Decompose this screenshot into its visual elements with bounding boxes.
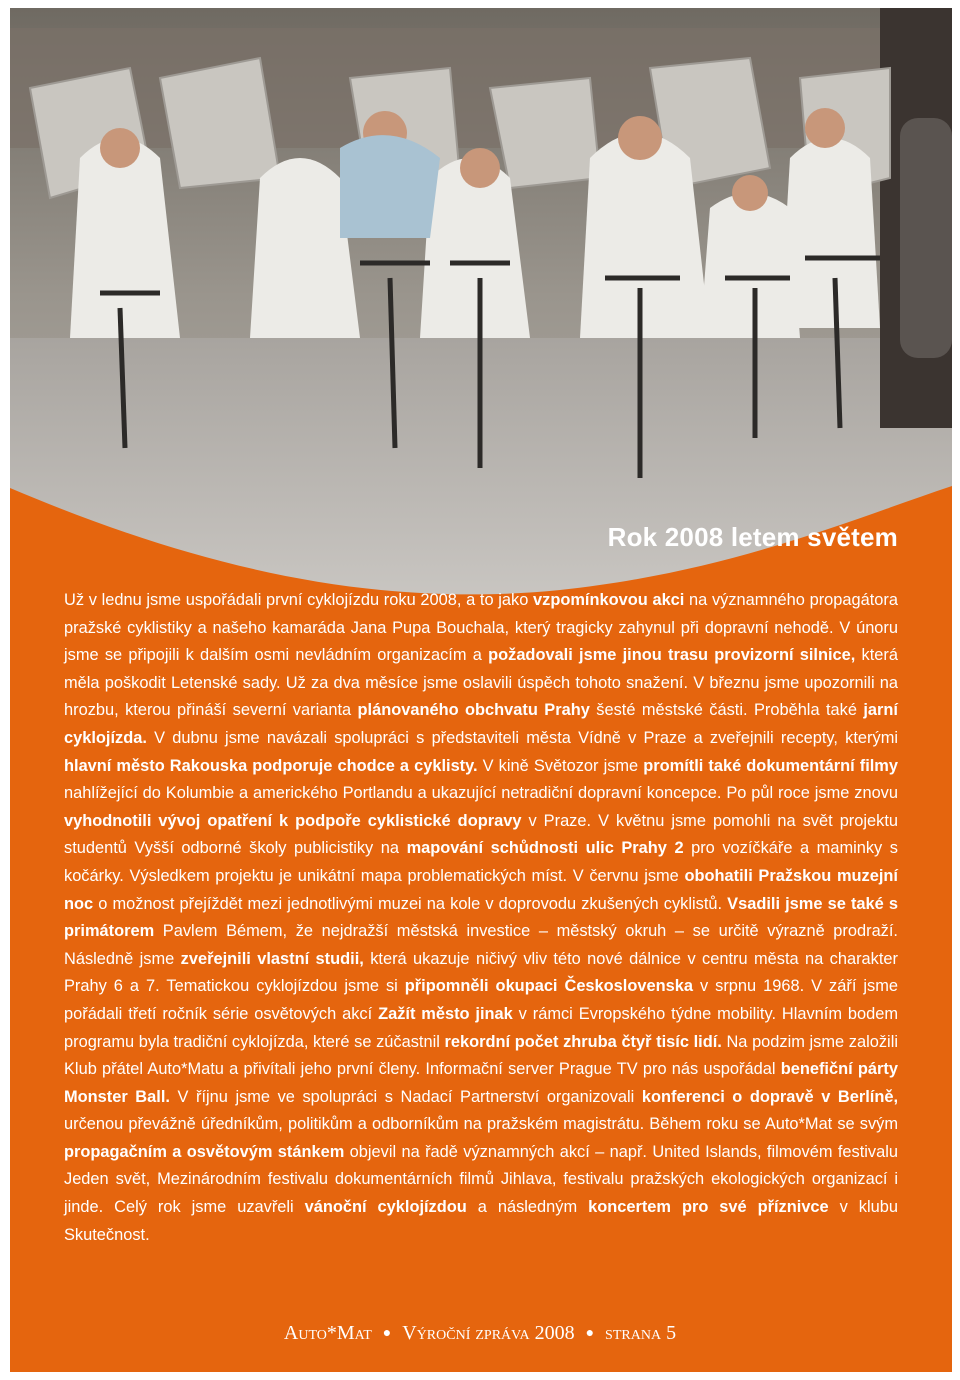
- bold-text-run: vánoční cyklojízdou: [304, 1198, 467, 1217]
- text-run: V dubnu jsme navázali spolupráci s představiteli města Vídně v Praze a zveřejnili recepty, kterými: [146, 728, 898, 747]
- text-run: a následným: [466, 1198, 589, 1217]
- text-run: v Praze. V květnu jsme pomohli na svět projektu studentů Vyšší odborné školy publicistiky na: [64, 811, 898, 858]
- footer-page-number: 5: [666, 1322, 677, 1344]
- bold-text-run: obohatili Pražskou muzejní noc: [64, 866, 898, 913]
- bold-text-run: Zažít město jinak: [378, 1004, 513, 1023]
- bold-text-run: Vsadili jsme se také s primátorem: [64, 894, 898, 941]
- bold-text-run: rekordní počet zhruba čtyř tisíc lidí.: [444, 1032, 722, 1051]
- text-run: v rámci Evropského týdne mobility. Hlavním bodem programu byla tradiční cyklojízda, které se zúčastnil: [64, 1004, 898, 1051]
- text-run: nahlížející do Kolumbie a amerického Portlandu a ukazující netradiční dopravní koncepce. Po půl roce jsme znovu: [64, 784, 898, 803]
- body-paragraph: [64, 587, 898, 1249]
- text-run: o možnost přejíždět mezi jednotlivými muzei na kole v doprovodu zkušených cyklistů.: [93, 894, 728, 913]
- text-run: která ukazuje ničivý vliv této nové dálnice v centru města na charakter Prahy 6 a 7. Tematickou cyklojízdou jsme si: [64, 949, 898, 996]
- text-run: v klubu Skutečnost.: [64, 1198, 898, 1244]
- footer-report: Výroční zpráva: [402, 1322, 530, 1344]
- bold-text-run: jarní cyklojízda.: [64, 701, 898, 747]
- bold-text-run: plánovaného obchvatu Prahy: [357, 701, 590, 720]
- bold-text-run: benefiční párty Monster Ball.: [64, 1060, 898, 1106]
- bold-text-run: zveřejnili vlastní studii,: [180, 949, 364, 968]
- bold-text-run: mapování schůdnosti ulic Prahy 2: [406, 839, 684, 858]
- text-run: na významného propagátora pražské cyklistiky a našeho kamaráda Jana Pupa Bouchala, který tragicky zahynul při dopravní nehodě. V únoru jsme se připojili k dalším osmi nevládním organizacím a: [64, 591, 898, 665]
- footer-year: 2008: [534, 1322, 575, 1344]
- bold-text-run: hlavní město Rakouska podporuje chodce a cyklisty.: [64, 756, 478, 775]
- text-run: v srpnu 1968. V září jsme pořádali třetí ročník série osvětových akcí: [64, 977, 898, 1023]
- footer-separator-icon: ●: [382, 1326, 392, 1341]
- bold-text-run: koncertem pro své příznivce: [588, 1198, 829, 1217]
- text-run: Už v lednu jsme uspořádali první cyklojízdu roku 2008, a to jako: [64, 591, 534, 609]
- bold-text-run: požadovali jsme jinou trasu provizorní silnice,: [488, 646, 856, 665]
- bold-text-run: promítli také dokumentární filmy: [643, 756, 898, 775]
- bold-text-run: konferenci o dopravě v Berlíně,: [641, 1087, 899, 1106]
- footer-separator-icon: ●: [585, 1326, 595, 1341]
- text-run: V kině Světozor jsme: [477, 756, 644, 775]
- text-run: Na podzim jsme založili Klub přátel Auto*Matu a přivítali jeho první členy. Informační server Prague TV pro nás uspořádal: [64, 1032, 898, 1079]
- bold-text-run: vzpomínkovou akci: [533, 591, 685, 609]
- text-run: Pavlem Bémem, že nejdražší městská investice – městský okruh – se určitě výrazně prodraží. Následně jsme: [64, 922, 898, 968]
- page-title: Rok 2008 letem světem: [607, 522, 898, 552]
- page-footer: [0, 1322, 960, 1345]
- text-run: objevil na řadě významných akcí – např. United Islands, filmovém festivalu Jeden svět, Mezinárodním festivalu dokumentárních filmů Jihlava, festivalu pražských ekologických organizací i jinde. Celý rok jsme uzavřeli: [64, 1142, 898, 1217]
- bold-text-run: vyhodnotili vývoj opatření k podpoře cyklistické dopravy: [64, 811, 522, 830]
- footer-page-label: strana: [605, 1322, 662, 1344]
- text-run: určenou převážně úředníkům, politikům a odborníkům na pražském magistrátu. Během roku se Auto*Mat se svým: [64, 1115, 898, 1134]
- footer-org: Auto*Mat: [283, 1322, 372, 1344]
- text-run: šesté městské části. Proběhla také: [589, 701, 864, 720]
- text-run: která měla poškodit Letenské sady. Už za dva měsíce jsme oslavili úspěch tohoto snažení. V březnu jsme upozornili na hrozbu, kterou přináší severní varianta: [64, 646, 898, 720]
- bold-text-run: propagačním a osvětovým stánkem: [64, 1142, 345, 1161]
- text-run: V říjnu jsme ve spolupráci s Nadací Partnerství organizovali: [169, 1087, 642, 1106]
- bold-text-run: připomněli okupaci Československa: [404, 977, 693, 996]
- text-run: pro vozíčkáře a maminky s kočárky. Výsledkem projektu je unikátní mapa problematických míst. V červnu jsme: [64, 839, 898, 885]
